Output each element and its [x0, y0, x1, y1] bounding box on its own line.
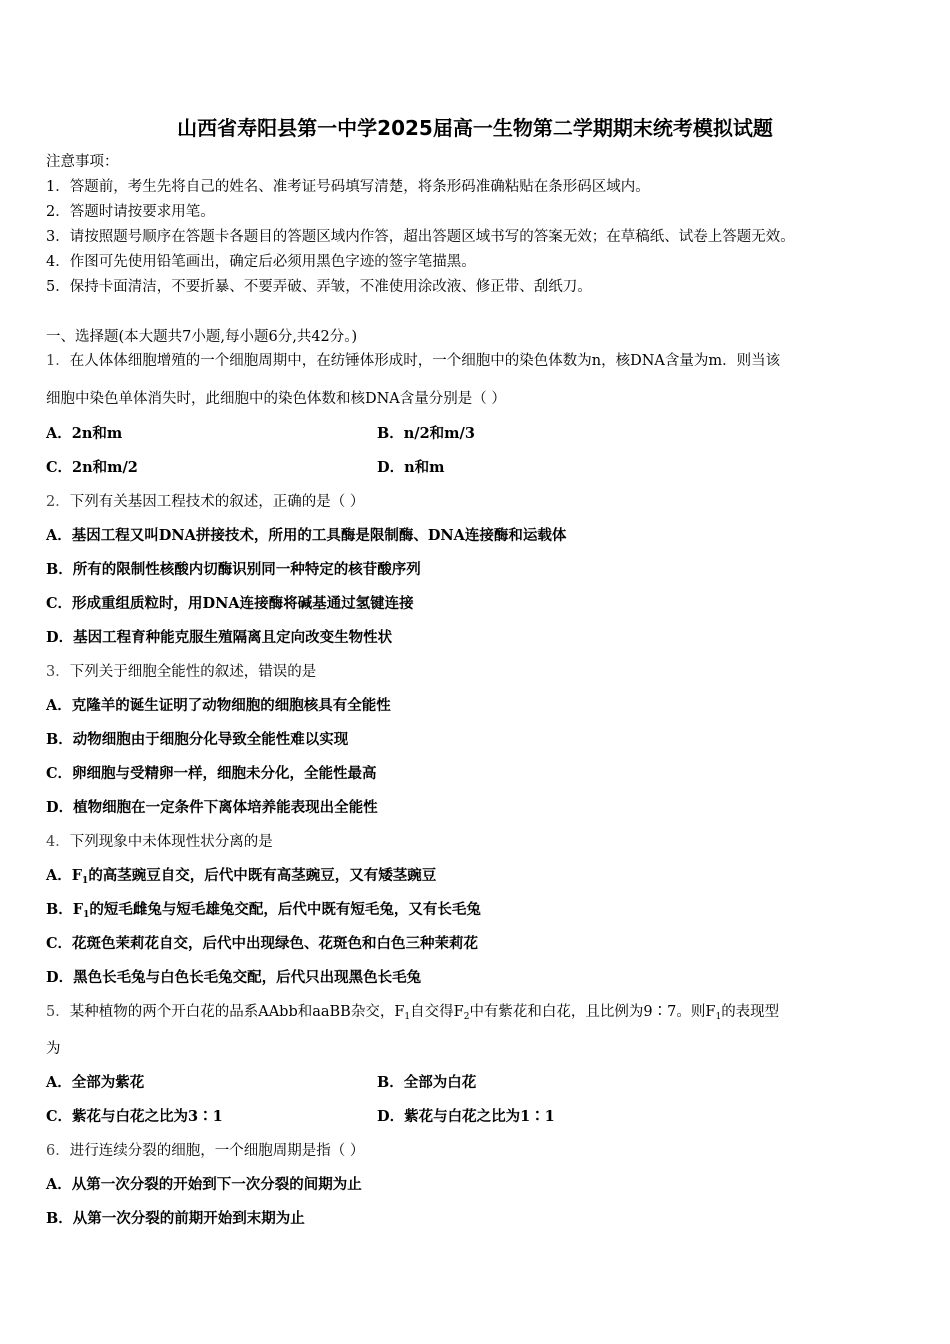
option-a[interactable]: A．克隆羊的诞生证明了动物细胞的细胞核具有全能性 — [46, 697, 391, 714]
option-text: B．F — [46, 901, 84, 918]
option-a[interactable]: A．2n和m — [46, 425, 123, 442]
option-text: 的短毛雌兔与短毛雄兔交配，后代中既有短毛兔，又有长毛兔 — [89, 901, 481, 918]
question-text: 进行连续分裂的细胞，一个细胞周期是指（ ） — [69, 1143, 365, 1159]
option-text: 的高茎豌豆自交，后代中既有高茎豌豆，又有矮茎豌豆 — [88, 867, 437, 884]
question-number: 5． — [46, 1004, 70, 1020]
question-3 — [46, 662, 316, 682]
notice-heading: 注意事项： — [46, 154, 119, 170]
question-text: 中有紫花和白花，且比例为9∶7。则F — [469, 1004, 716, 1020]
notice-item: 1．答题前，考生先将自己的姓名、准考证号码填写清楚，将条形码准确粘贴在条形码区域内。 — [46, 179, 650, 195]
notice-item: 2．答题时请按要求用笔。 — [46, 204, 215, 220]
question-text: 下列关于细胞全能性的叙述，错误的是 — [69, 664, 317, 680]
option-c[interactable]: C．紫花与白花之比为3∶1 — [46, 1108, 223, 1125]
option-text: A．F — [46, 867, 83, 884]
question-1 — [46, 351, 780, 371]
option-c[interactable]: C．形成重组质粒时，用DNA连接酶将碱基通过氢键连接 — [46, 595, 414, 612]
option-b[interactable]: B．n/2和m/3 — [377, 425, 475, 442]
question-text: 自交得F — [410, 1004, 464, 1020]
option-b[interactable]: B．全部为白花 — [377, 1074, 477, 1091]
question-number: 3． — [46, 664, 70, 680]
option-d[interactable]: D．植物细胞在一定条件下离体培养能表现出全能性 — [46, 799, 378, 816]
option-b[interactable]: B．所有的限制性核酸内切酶识别同一种特定的核苷酸序列 — [46, 561, 421, 578]
option-a[interactable]: A．全部为紫花 — [46, 1074, 145, 1091]
option-d[interactable]: D．基因工程育种能克服生殖隔离且定向改变生物性状 — [46, 629, 393, 646]
question-text: 下列有关基因工程技术的叙述，正确的是（ ） — [69, 494, 365, 510]
notice-item: 5．保持卡面清洁，不要折暴、不要弄破、弄皱，不准使用涂改液、修正带、刮纸刀。 — [46, 279, 592, 295]
question-5 — [46, 1002, 779, 1022]
question-2 — [46, 492, 364, 512]
question-number: 1． — [46, 353, 70, 369]
question-text: 下列现象中未体现性状分离的是 — [69, 834, 273, 850]
option-c[interactable]: C．卵细胞与受精卵一样，细胞未分化，全能性最高 — [46, 765, 377, 782]
question-number: 4． — [46, 834, 70, 850]
question-number: 6． — [46, 1143, 70, 1159]
subscript: 1 — [715, 1012, 722, 1022]
question-1-cont: 细胞中染色单体消失时，此细胞中的染色体数和核DNA含量分别是（ ） — [46, 391, 506, 407]
option-d[interactable]: D．黑色长毛兔与白色长毛兔交配，后代只出现黑色长毛兔 — [46, 969, 422, 986]
option-a[interactable]: A．从第一次分裂的开始到下一次分裂的间期为止 — [46, 1176, 362, 1193]
question-number: 2． — [46, 494, 70, 510]
option-d[interactable]: D．紫花与白花之比为1∶1 — [377, 1108, 555, 1125]
option-c[interactable]: C．2n和m/2 — [46, 459, 138, 476]
option-b[interactable]: B．动物细胞由于细胞分化导致全能性难以实现 — [46, 731, 349, 748]
question-text: 某种植物的两个开白花的品系AAbb和aaBB杂交，F — [69, 1004, 405, 1020]
option-a[interactable] — [46, 866, 436, 886]
option-d[interactable]: D．n和m — [377, 459, 445, 476]
notice-item: 4．作图可先使用铅笔画出，确定后必须用黑色字迹的签字笔描黑。 — [46, 254, 476, 270]
subscript: 1 — [82, 876, 89, 886]
section-heading: 一、选择题(本大题共7小题,每小题6分,共42分。) — [46, 329, 358, 345]
question-text: 在人体体细胞增殖的一个细胞周期中，在纺锤体形成时，一个细胞中的染色体数为n，核DNA含量为m．则当该 — [69, 353, 781, 369]
option-b[interactable]: B．从第一次分裂的前期开始到末期为止 — [46, 1210, 305, 1227]
subscript: 1 — [83, 910, 90, 920]
question-5-cont: 为 — [46, 1041, 61, 1057]
question-6 — [46, 1141, 364, 1161]
page-title: 山西省寿阳县第一中学2025届高一生物第二学期期末统考模拟试题 — [177, 116, 773, 140]
notice-item: 3．请按照题号顺序在答题卡各题目的答题区域内作答，超出答题区域书写的答案无效；在草稿纸、试卷上答题无效。 — [46, 229, 795, 245]
subscript: 2 — [463, 1012, 470, 1022]
question-text: 的表现型 — [721, 1004, 780, 1020]
option-b[interactable] — [46, 900, 481, 920]
option-c[interactable]: C．花斑色茉莉花自交，后代中出现绿色、花斑色和白色三种茉莉花 — [46, 935, 479, 952]
subscript: 1 — [404, 1012, 411, 1022]
option-a[interactable]: A．基因工程又叫DNA拼接技术，所用的工具酶是限制酶、DNA连接酶和运载体 — [46, 527, 567, 544]
question-4 — [46, 832, 273, 852]
